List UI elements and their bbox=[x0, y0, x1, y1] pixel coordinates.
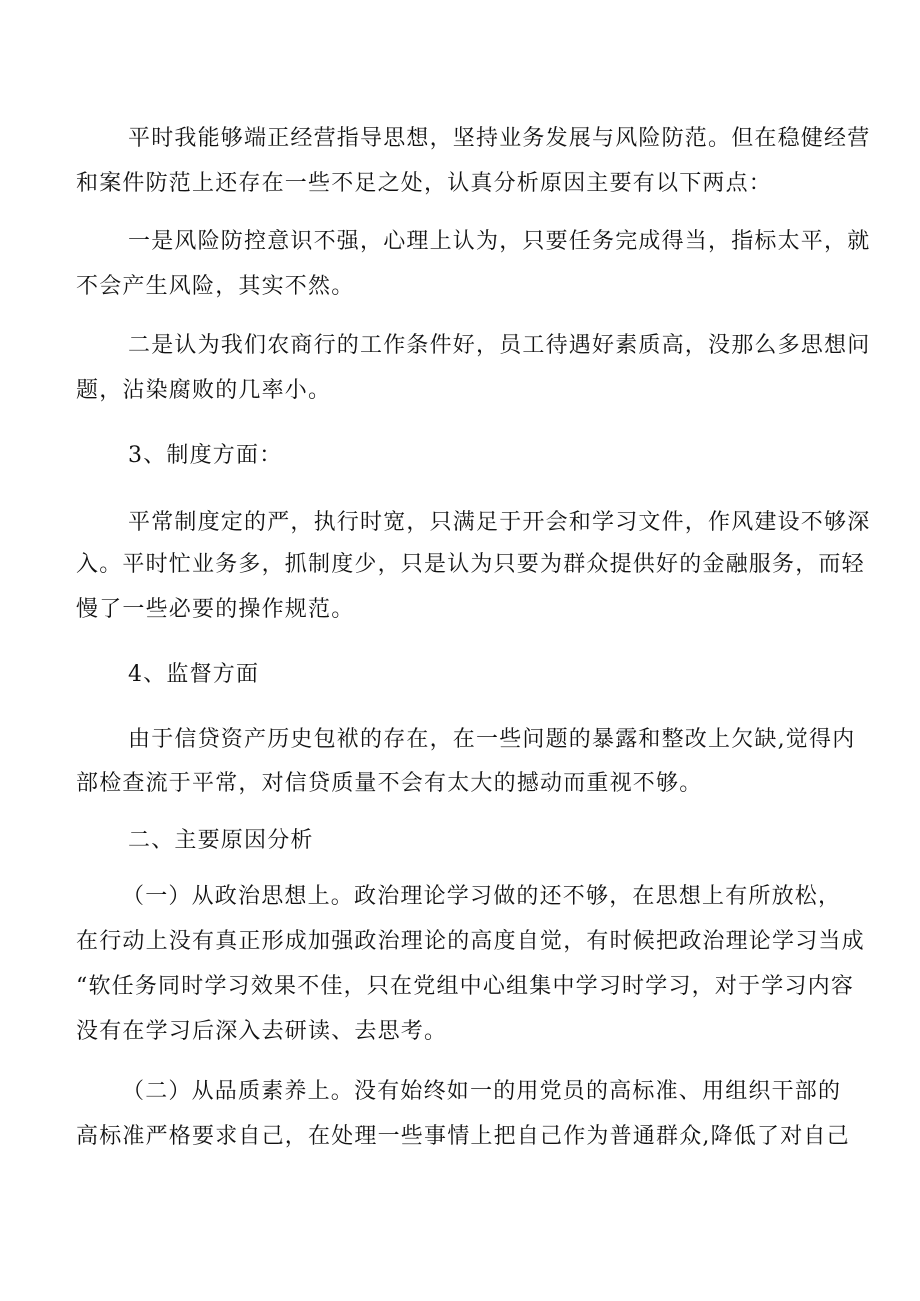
section-heading-3: 3、制度方面： bbox=[128, 443, 283, 468]
paragraph-1-line-1: 平时我能够端正经营指导思想，坚持业务发展与风险防范。但在稳健经营 bbox=[128, 126, 871, 151]
paragraph-6-line-2: 在行动上没有真正形成加强政治理论的高度自觉，有时候把政治理论学习当成 bbox=[76, 929, 865, 954]
paragraph-4-line-3: 慢了一些必要的操作规范。 bbox=[76, 597, 355, 622]
paragraph-2-line-1: 一是风险防控意识不强，心理上认为，只要任务完成得当，指标太平，就 bbox=[128, 229, 871, 254]
paragraph-3-line-1: 二是认为我们农商行的工作条件好，员工待遇好素质高，没那么多思想问 bbox=[128, 333, 871, 358]
paragraph-5-line-1: 由于信贷资产历史包袱的存在，在一些问题的暴露和整改上欠缺,觉得内 bbox=[128, 727, 856, 752]
section-heading-4: 4、监督方面 bbox=[128, 662, 260, 687]
section-heading-reasons: 二、主要原因分析 bbox=[128, 828, 314, 853]
paragraph-3-line-2: 题，沾染腐败的几率小。 bbox=[76, 378, 332, 403]
paragraph-1-line-2: 和案件防范上还存在一些不足之处，认真分析原因主要有以下两点： bbox=[76, 171, 773, 196]
paragraph-6-line-1: （一）从政治思想上。政治理论学习做的还不够，在思想上有所放松， bbox=[122, 884, 842, 909]
paragraph-4-line-2: 入。平时忙业务多，抓制度少，只是认为只要为群众提供好的金融服务，而轻 bbox=[76, 552, 865, 577]
paragraph-7-line-1: （二）从品质素养上。没有始终如一的用党员的高标准、用组织干部的 bbox=[122, 1079, 842, 1104]
paragraph-6-line-4: 没有在学习后深入去研读、去思考。 bbox=[76, 1019, 448, 1044]
paragraph-6-line-3: “软任务同时学习效果不佳，只在党组中心组集中学习时学习，对于学习内容 bbox=[76, 974, 855, 999]
paragraph-7-line-2: 高标准严格要求自己，在处理一些事情上把自己作为普通群众,降低了对自己 bbox=[76, 1124, 850, 1149]
paragraph-5-line-2: 部检查流于平常，对信贷质量不会有太大的撼动而重视不够。 bbox=[76, 771, 703, 796]
paragraph-2-line-2: 不会产生风险，其实不然。 bbox=[76, 274, 355, 299]
paragraph-4-line-1: 平常制度定的严，执行时宽，只满足于开会和学习文件，作风建设不够深 bbox=[128, 510, 871, 535]
